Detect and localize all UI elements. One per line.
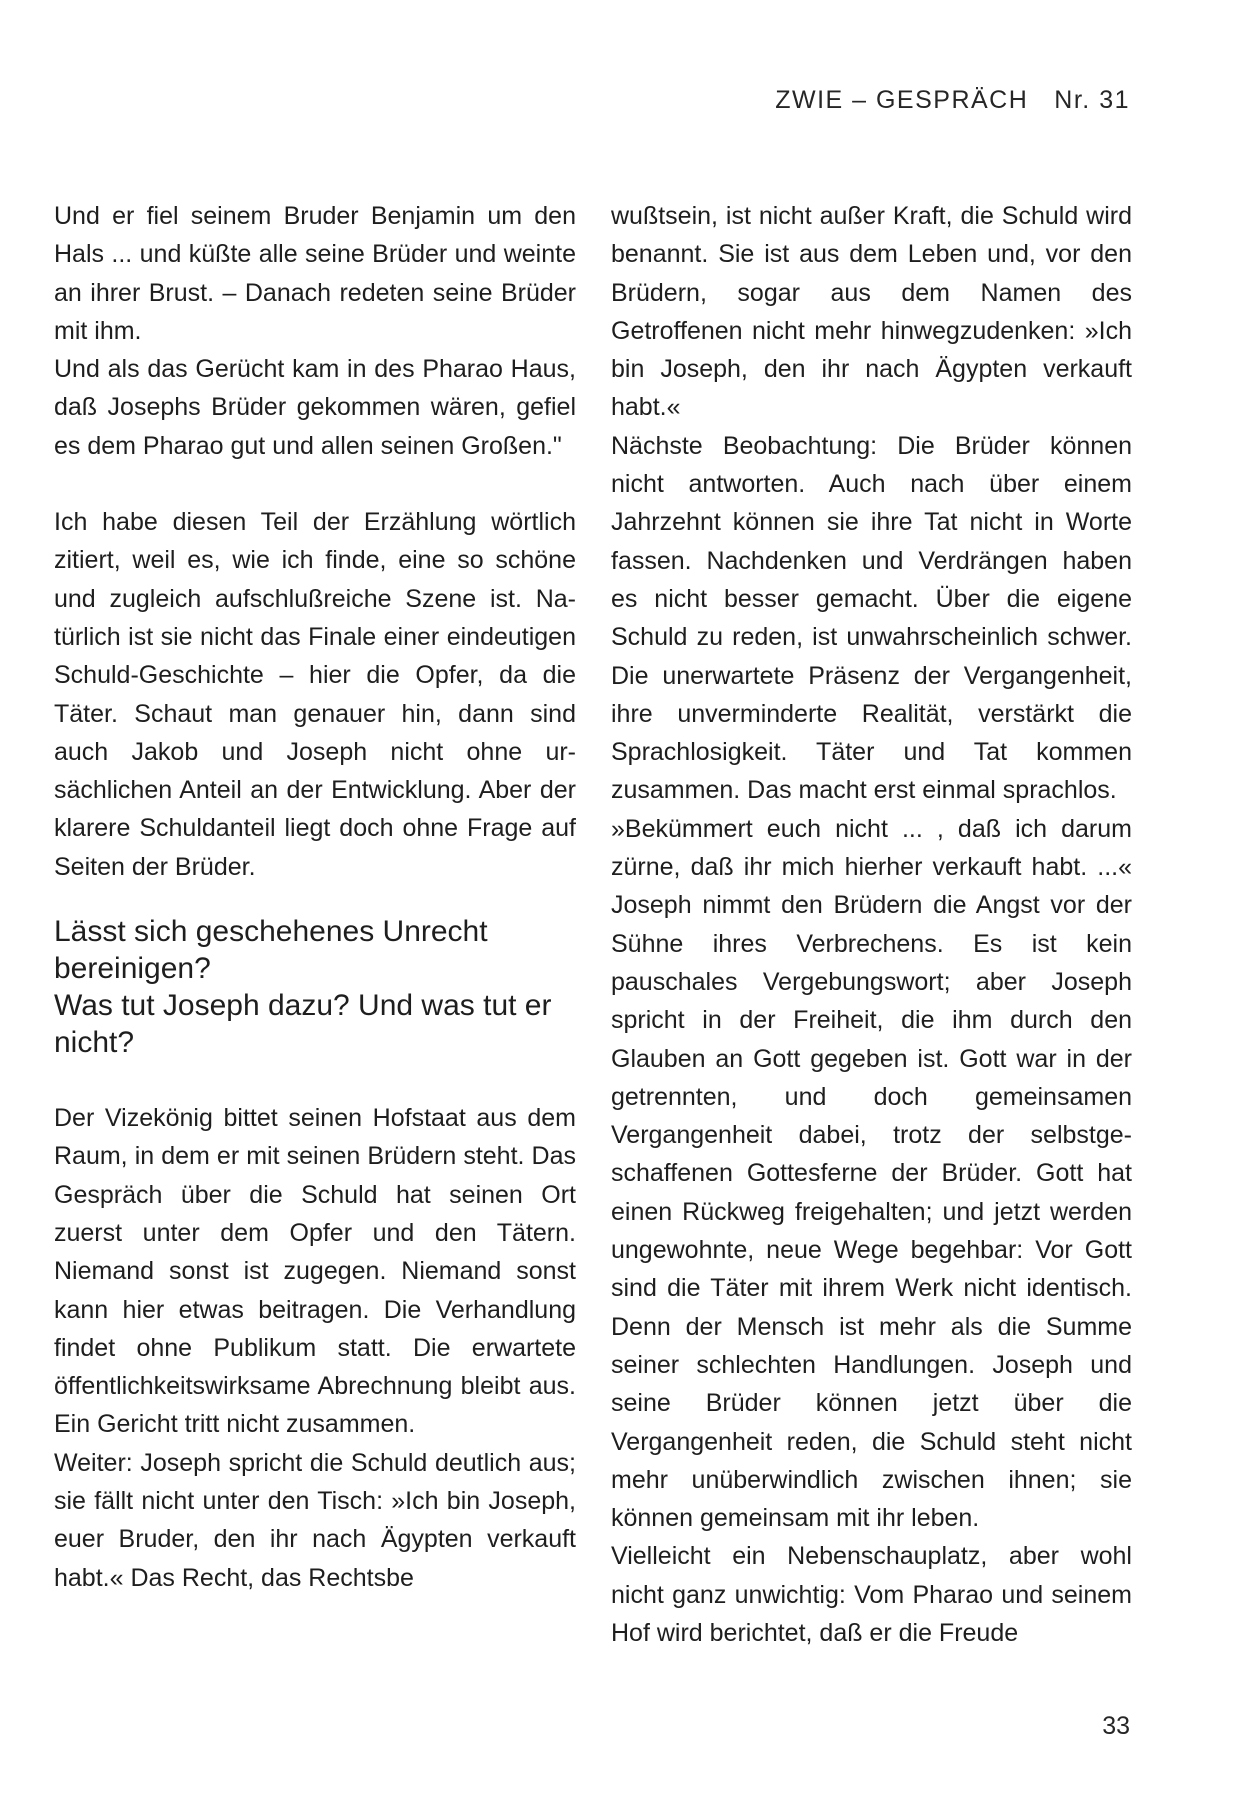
body-paragraph-continuation: wußtsein, ist nicht außer Kraft, die Schuld wird benannt. Sie ist aus dem Leben und, vor den Brüdern, sogar aus dem Namen des Getroffenen nicht mehr hinwegzudenken: »Ich bin Joseph, den ihr nach Ägypten verkauft habt.«	[611, 202, 1132, 422]
right-column	[611, 197, 1132, 1652]
body-paragraph-observation: Nächste Beobachtung: Die Brüder können nicht antworten. Auch nach über einem Jahrzehnt können sie ihre Tat nicht in Worte fassen. Nachdenken und Verdrängen haben es nicht besser gemacht. Über die eigene Schuld zu reden, ist unwahrscheinlich schwer. Die unerwartete Präsenz der Vergangenheit, ihre unverminderte Realität, verstärkt die Sprachlosigkeit. Täter und Tat kommen zusammen. Das macht erst einmal sprachlos.	[611, 431, 1132, 805]
issue-number: Nr. 31	[1054, 86, 1130, 114]
quote-paragraph-1: Und er fiel seinem Bruder Benjamin um den Hals ... und küßte alle seine Brüder und weinte an ihrer Brust. – Danach redeten seine Brüder mit ihm.	[54, 202, 576, 345]
body-paragraph-further: Weiter: Joseph spricht die Schuld deutlich aus; sie fällt nicht unter den Tisch: »Ich bin Joseph, euer Bruder, den ihr nach Ägypten verkauft habt.« Das Recht, das Rechtsbe	[54, 1448, 576, 1592]
journal-title: ZWIE – GESPRÄCH	[775, 86, 1029, 114]
body-paragraph-forgiveness: »Bekümmert euch nicht ... , daß ich darum zürne, daß ihr mich hierher verkauft habt. ...« Joseph nimmt den Brüdern die Angst vor der Sühne ihres Verbrechens. Es ist kein pauschales Vergebungswort; aber Joseph spricht in der Freiheit, die ihm durch den Glauben an Gott gegeben ist. Gott war in der getrennten, und doch gemeinsamen Vergangenheit dabei, trotz der selbstgeschaffenen Gottesferne der Brüder. Gott hat einen Rückweg freigehalten; und jetzt werden ungewohnte, neue Wege begehbar: Vor Gott sind die Täter mit ihrem Werk nicht identisch. Denn der Mensch ist mehr als die Summe seiner schlechten Handlungen. Joseph und seine Brüder können jetzt über die Vergangenheit reden, die Schuld steht nicht mehr unüberwindlich zwischen ihnen; sie können gemeinsam mit ihr leben.	[611, 814, 1132, 1533]
running-header	[775, 86, 1130, 115]
section-heading-line-2: Was tut Joseph dazu? Und was tut er nicht?	[54, 989, 552, 1060]
body-paragraph-viceroy: Der Vizekönig bittet seinen Hofstaat aus dem Raum, in dem er mit seinen Brüdern steht. Das Gespräch über die Schuld hat seinen Ort zuerst unter dem Opfer und den Tätern. Niemand sonst ist zugegen. Niemand sonst kann hier etwas beitragen. Die Verhandlung findet ohne Publikum statt. Die erwartete öffentlichkeitswirksame Abrechnung bleibt aus. Ein Gericht tritt nicht zusammen.	[54, 1104, 576, 1439]
section-heading	[54, 913, 576, 1061]
left-column	[54, 197, 576, 1597]
page-number: 33	[1102, 1712, 1130, 1740]
section-heading-line-1: Lässt sich geschehenes Unrecht bereinigen?	[54, 915, 488, 986]
quote-paragraph-2: Und als das Gerücht kam in des Pharao Haus, daß Josephs Brüder gekommen wären, gefiel es dem Pharao gut und allen seinen Großen."	[54, 355, 576, 460]
body-paragraph-intro: Ich habe diesen Teil der Erzählung wörtlich zitiert, weil es, wie ich finde, eine so schöne und zugleich aufschlußreiche Szene ist. Natürlich ist sie nicht das Finale einer eindeutigen Schuld-Geschichte – hier die Opfer, da die Täter. Schaut man genauer hin, dann sind auch Jakob und Joseph nicht ohne ursächlichen Anteil an der Entwicklung. Aber der klarere Schuldanteil liegt doch ohne Frage auf Seiten der Brüder.	[54, 508, 576, 881]
body-paragraph-pharao: Vielleicht ein Nebenschauplatz, aber wohl nicht ganz unwichtig: Vom Pharao und seinem Hof wird berichtet, daß er die Freude	[611, 1542, 1132, 1647]
